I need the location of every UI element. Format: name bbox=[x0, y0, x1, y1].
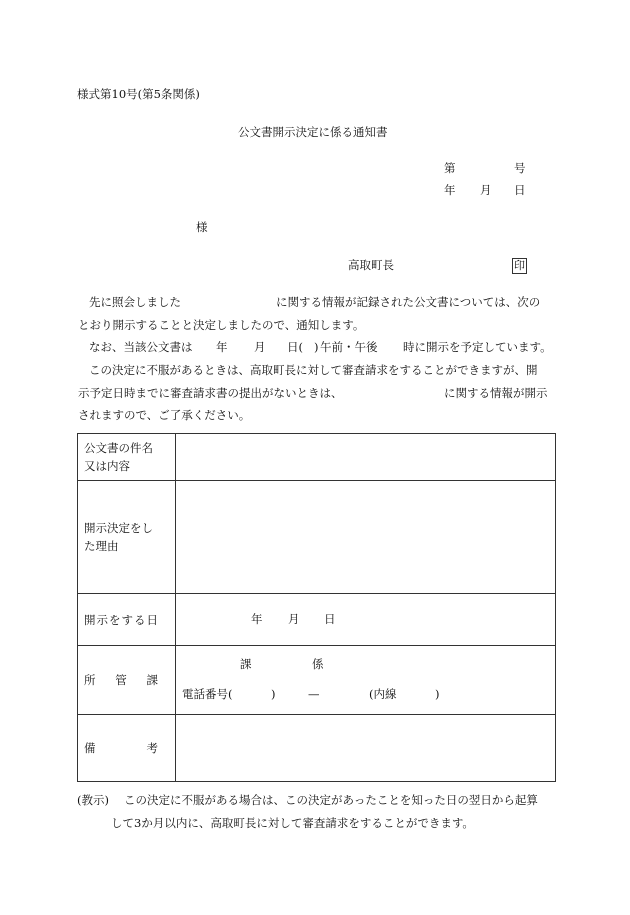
body-p1-rest: に関する情報が記録された公文書については、次の bbox=[276, 295, 541, 309]
value-date-year: 年 bbox=[251, 611, 263, 626]
note-label: (教示) bbox=[77, 793, 109, 807]
label-subject-line2: 又は内容 bbox=[84, 459, 130, 473]
body-p2-paren: ) bbox=[314, 340, 319, 354]
doc-number-dai: 第 bbox=[444, 161, 456, 175]
label-department bbox=[78, 646, 176, 715]
document-title: 公文書開示決定に係る通知書 bbox=[238, 125, 388, 139]
value-subject[interactable] bbox=[176, 434, 556, 481]
value-date[interactable] bbox=[176, 594, 556, 646]
label-subject bbox=[78, 434, 176, 481]
value-extension-close: ) bbox=[435, 687, 440, 701]
body-p2-year: 年 bbox=[216, 340, 228, 354]
label-date-chars: 開 示 を す る 日 bbox=[84, 612, 158, 627]
body-p1-line2: とおり開示することと決定しましたので、通知します。 bbox=[78, 318, 365, 332]
body-p2-hour: 時に開示を予定しています。 bbox=[403, 340, 552, 354]
label-date bbox=[78, 594, 176, 646]
body-p2-month: 月 bbox=[254, 340, 266, 354]
value-ka: 課 bbox=[240, 657, 252, 671]
body-p1-start: 先に照会しました bbox=[89, 295, 181, 309]
value-kakari: 係 bbox=[312, 657, 324, 671]
value-extension: (内線 bbox=[369, 687, 397, 701]
body-p3-line3: されますので、ご了承ください。 bbox=[78, 408, 251, 422]
table-row-subject bbox=[78, 434, 556, 481]
label-reason bbox=[78, 481, 176, 594]
value-reason[interactable] bbox=[176, 481, 556, 594]
table-row-department bbox=[78, 646, 556, 715]
doc-number-go: 号 bbox=[514, 161, 526, 175]
form-number: 様式第10号(第5条関係) bbox=[77, 87, 200, 101]
table-row-date bbox=[78, 594, 556, 646]
value-phone-label: 電話番号( bbox=[182, 687, 233, 701]
date-day: 日 bbox=[514, 183, 526, 197]
date-month: 月 bbox=[480, 183, 492, 197]
note-line2: して3か月以内に、高取町長に対して審査請求をすることができます。 bbox=[111, 816, 474, 830]
date-year: 年 bbox=[444, 183, 456, 197]
note-line1: この決定に不服がある場合は、この決定があったことを知った日の翌日から起算 bbox=[124, 793, 538, 807]
table-row-reason bbox=[78, 481, 556, 594]
value-phone-close: ) bbox=[271, 687, 276, 701]
body-p3-line2-end: に関する情報が開示 bbox=[444, 386, 548, 400]
label-remarks bbox=[78, 715, 176, 782]
body-p3-line1: この決定に不服があるときは、高取町長に対して審査請求をすることができますが、開 bbox=[89, 363, 538, 377]
value-remarks[interactable] bbox=[176, 715, 556, 782]
value-phone-dash: — bbox=[308, 687, 320, 701]
value-date-month: 月 bbox=[288, 611, 300, 626]
seal-mark bbox=[512, 258, 527, 274]
addressee-suffix: 様 bbox=[196, 220, 208, 234]
label-reason-line1: 開示決定をし bbox=[84, 521, 153, 535]
table-row-remarks bbox=[78, 715, 556, 782]
body-p2-ampm: 午前・午後 bbox=[320, 340, 378, 354]
value-date-day: 日 bbox=[324, 611, 336, 626]
body-p3-line2-start: 示予定日時までに審査請求書の提出がないときは、 bbox=[78, 386, 343, 400]
label-reason-line2: た理由 bbox=[84, 539, 119, 553]
label-remarks-chars: 備 考 bbox=[84, 741, 158, 755]
value-department[interactable] bbox=[176, 646, 556, 715]
seal-text: 印 bbox=[514, 259, 525, 272]
label-department-chars: 所 管 課 bbox=[84, 673, 158, 687]
issuer-name: 高取町長 bbox=[348, 258, 394, 272]
disclosure-table bbox=[77, 433, 556, 782]
label-subject-line1: 公文書の件名 bbox=[84, 441, 153, 455]
body-p2-day: 日( bbox=[287, 340, 303, 354]
body-p2-start: なお、当該公文書は bbox=[89, 340, 193, 354]
